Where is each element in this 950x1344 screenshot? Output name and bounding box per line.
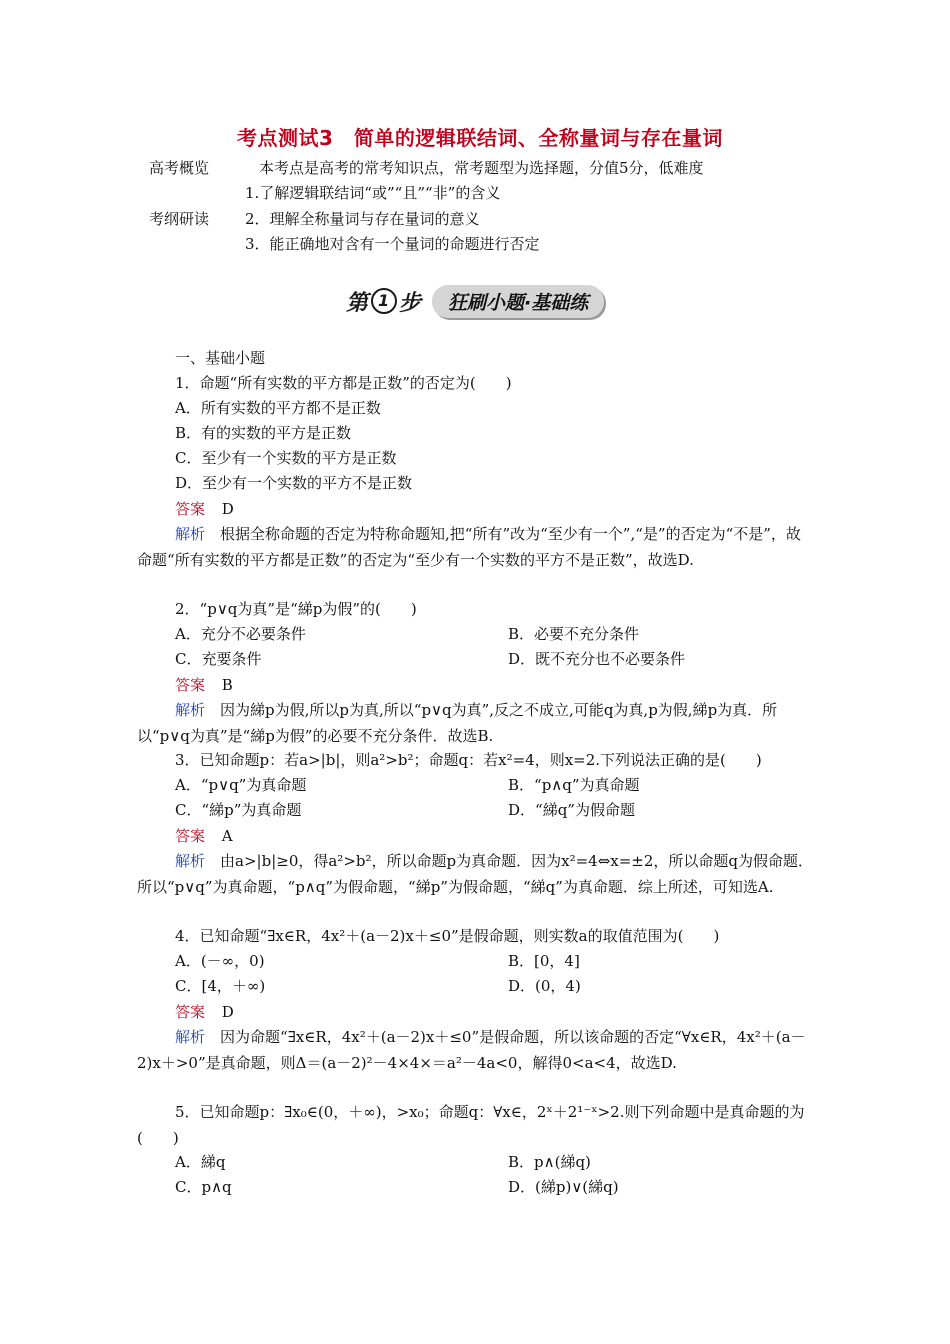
q1-option-d: D．至少有一个实数的平方不是正数: [175, 474, 413, 492]
q1-analysis-text: 根据全称命题的否定为特称命题知,把“所有”改为“至少有一个”,“是”的否定为“不是”，故命题“所有实数的平方都是正数”的否定为“至少有一个实数的平方不是正数”，故选D.: [137, 525, 801, 569]
q2-option-b: B．必要不充分条件: [508, 625, 640, 643]
q3-analysis: [137, 848, 813, 900]
page-title: 考点测试3 简单的逻辑联结词、全称量词与存在量词: [237, 126, 723, 150]
q3-analysis-label: 解析: [175, 852, 206, 870]
q5-stem: [137, 1099, 813, 1151]
q1-analysis: [137, 521, 813, 573]
q4-analysis: [137, 1024, 813, 1076]
outline-item-2: 2．理解全称量词与存在量词的意义: [245, 210, 480, 228]
q4-answer-row: [175, 1001, 234, 1022]
q5-option-b: B．p∧(綈q): [508, 1153, 591, 1171]
q1-option-a: A．所有实数的平方都不是正数: [175, 399, 381, 417]
q1-answer: D: [221, 500, 234, 518]
section-heading: 一、基础小题: [175, 349, 266, 367]
q2-analysis: [137, 697, 813, 749]
q4-option-c: C．[4，＋∞): [175, 977, 266, 995]
q3-analysis-text: 由a>|b|≥0，得a²>b²，所以命题p为真命题．因为x²=4⇔x=±2，所以命题q为假命题．所以“p∨q”为真命题，“p∧q”为假命题，“綈p”为假命题，“綈q”为真命题．综上所述，可知选A.: [137, 852, 814, 896]
overview-text: 本考点是高考的常考知识点，常考题型为选择题，分值5分，低难度: [259, 159, 704, 177]
q2-answer: B: [221, 676, 233, 694]
q2-option-d: D．既不充分也不必要条件: [508, 650, 686, 668]
q4-analysis-text: 因为命题“∃x∈R，4x²＋(a－2)x＋≤0”是假命题，所以该命题的否定“∀x∈R，4x²＋(a－2)x＋>0”是真命题，则Δ＝(a－2)²－4×4×＝a²－4a<0，解得0<a<4，故选D.: [137, 1028, 806, 1072]
step-number-circle: 1: [371, 288, 397, 314]
q4-answer-label: 答案: [175, 1003, 206, 1021]
q2-option-a: A．充分不必要条件: [175, 625, 306, 643]
step-prefix: 第: [346, 290, 370, 316]
q3-option-b: B．“p∧q”为真命题: [508, 776, 640, 794]
q1-answer-row: [175, 498, 234, 519]
q3-option-a: A．“p∨q”为真命题: [175, 776, 307, 794]
outline-item-1: 1.了解逻辑联结词“或”“且”“非”的含义: [245, 184, 501, 202]
step-banner: [346, 284, 604, 318]
step-suffix: 步: [399, 290, 423, 316]
q2-option-c: C．充要条件: [175, 650, 262, 668]
q5-option-c: C．p∧q: [175, 1178, 232, 1196]
q4-stem: 4．已知命题“∃x∈R，4x²＋(a－2)x＋≤0”是假命题，则实数a的取值范围为( ): [175, 927, 720, 945]
outline-item-3: 3．能正确地对含有一个量词的命题进行否定: [245, 235, 540, 253]
q3-stem: 3．已知命题p：若a>|b|，则a²>b²；命题q：若x²=4，则x=2.下列说法正确的是( ): [175, 751, 762, 769]
overview-label: 高考概览: [149, 159, 210, 177]
q3-option-d: D．“綈q”为假命题: [508, 801, 635, 819]
q2-stem: 2．“p∨q为真”是“綈p为假”的( ): [175, 600, 417, 618]
q1-option-c: C．至少有一个实数的平方是正数: [175, 449, 397, 467]
q4-option-d: D．(0，4): [508, 977, 581, 995]
step-tag: 狂刷小题·基础练: [432, 285, 604, 318]
q4-option-b: B．[0，4]: [508, 952, 580, 970]
q4-option-a: A．(－∞，0): [175, 952, 265, 970]
q3-answer-row: [175, 825, 233, 846]
q4-answer: D: [221, 1003, 234, 1021]
q3-answer-label: 答案: [175, 827, 206, 845]
q1-stem: 1．命题“所有实数的平方都是正数”的否定为( ): [175, 374, 512, 392]
q5-option-d: D．(綈p)∨(綈q): [508, 1178, 619, 1196]
q1-analysis-label: 解析: [175, 525, 206, 543]
q5-stem-text: 5．已知命题p：∃x₀∈(0，＋∞)，>x₀；命题q：∀x∈，2ˣ＋2¹⁻ˣ>2.则下列命题中是真命题的为( ): [137, 1103, 805, 1147]
q2-answer-row: [175, 674, 233, 695]
q3-option-c: C．“綈p”为真命题: [175, 801, 302, 819]
q1-option-b: B．有的实数的平方是正数: [175, 424, 352, 442]
q5-option-a: A．綈q: [175, 1153, 226, 1171]
outline-label: 考纲研读: [149, 210, 210, 228]
q2-analysis-text: 因为綈p为假,所以p为真,所以“p∨q为真”,反之不成立,可能q为真,p为假,綈p为真．所以“p∨q为真”是“綈p为假”的必要不充分条件．故选B.: [137, 701, 778, 745]
q2-analysis-label: 解析: [175, 701, 206, 719]
q4-analysis-label: 解析: [175, 1028, 206, 1046]
q3-answer: A: [221, 827, 233, 845]
q1-answer-label: 答案: [175, 500, 206, 518]
q2-answer-label: 答案: [175, 676, 206, 694]
